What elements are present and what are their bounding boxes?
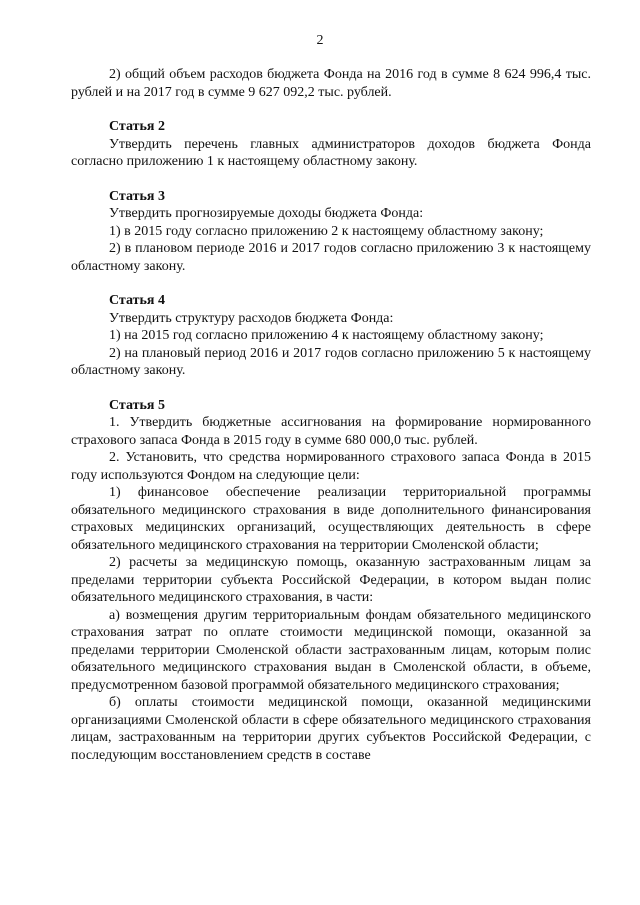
paragraph: б) оплаты стоимости медицинской помощи, оказанной медицинскими организациями Смоленской области в сфере обязательного медицинского страхования лицам, застрахованным на территории других субъектов Российской Федерации, с последующим восстановлением средств в составе — [71, 695, 591, 763]
paragraph: Утвердить структуру расходов бюджета Фонда: — [109, 310, 394, 326]
intro-paragraph: 2) общий объем расходов бюджета Фонда на 2016 год в сумме 8 624 996,4 тыс. рублей и на 2017 год в сумме 9 627 092,2 тыс. рублей. — [71, 67, 591, 100]
paragraph: 2) в плановом периоде 2016 и 2017 годов согласно приложению 3 к настоящему областному закону. — [71, 241, 591, 274]
paragraph: 2. Установить, что средства нормированного страхового запаса Фонда в 2015 году используются Фондом на следующие цели: — [71, 450, 591, 483]
article-2 — [71, 118, 591, 171]
article-heading: Статья 3 — [109, 188, 165, 204]
paragraph: Утвердить перечень главных администраторов доходов бюджета Фонда согласно приложению 1 к настоящему областному закону. — [71, 136, 591, 169]
article-3 — [71, 188, 591, 276]
article-5 — [71, 397, 591, 765]
paragraph: 1) в 2015 году согласно приложению 2 к настоящему областному закону; — [109, 223, 544, 239]
article-4 — [71, 292, 591, 380]
article-heading: Статья 5 — [109, 397, 165, 413]
article-heading: Статья 4 — [109, 293, 165, 308]
paragraph: 1) финансовое обеспечение реализации территориальной программы обязательного медицинского страхования в виде дополнительного финансирования страховых медицинских организаций, осуществляющих деятельность в сфере обязательного медицинского страхования на территории Смоленской области; — [71, 485, 591, 553]
article-heading: Статья 2 — [109, 119, 165, 134]
paragraph: 2) на плановый период 2016 и 2017 годов согласно приложению 5 к настоящему областному закону. — [71, 345, 591, 378]
paragraph: Утвердить прогнозируемые доходы бюджета Фонда: — [109, 206, 424, 221]
page-number: 2 — [316, 33, 324, 48]
paragraph: 2) расчеты за медицинскую помощь, оказанную застрахованным лицам за пределами территории субъекта Российской Федерации, в котором выдан полис обязательного медицинского страхования, в части: — [71, 555, 591, 605]
paragraph: а) возмещения другим территориальным фондам обязательного медицинского страхования затрат по оплате стоимости медицинской помощи, оказанной за пределами территории Смоленской области застрахованным лицам, которым полис обязательного медицинского страхования выдан в Смоленской области, в объеме, предусмотренном базовой программой обязательного медицинского страхования; — [71, 607, 591, 693]
document-body — [71, 66, 591, 764]
paragraph: 1) на 2015 год согласно приложению 4 к настоящему областному закону; — [109, 328, 544, 343]
paragraph: 1. Утвердить бюджетные ассигнования на формирование нормированного страхового запаса Фонда в 2015 году в сумме 680 000,0 тыс. рублей. — [71, 415, 591, 448]
